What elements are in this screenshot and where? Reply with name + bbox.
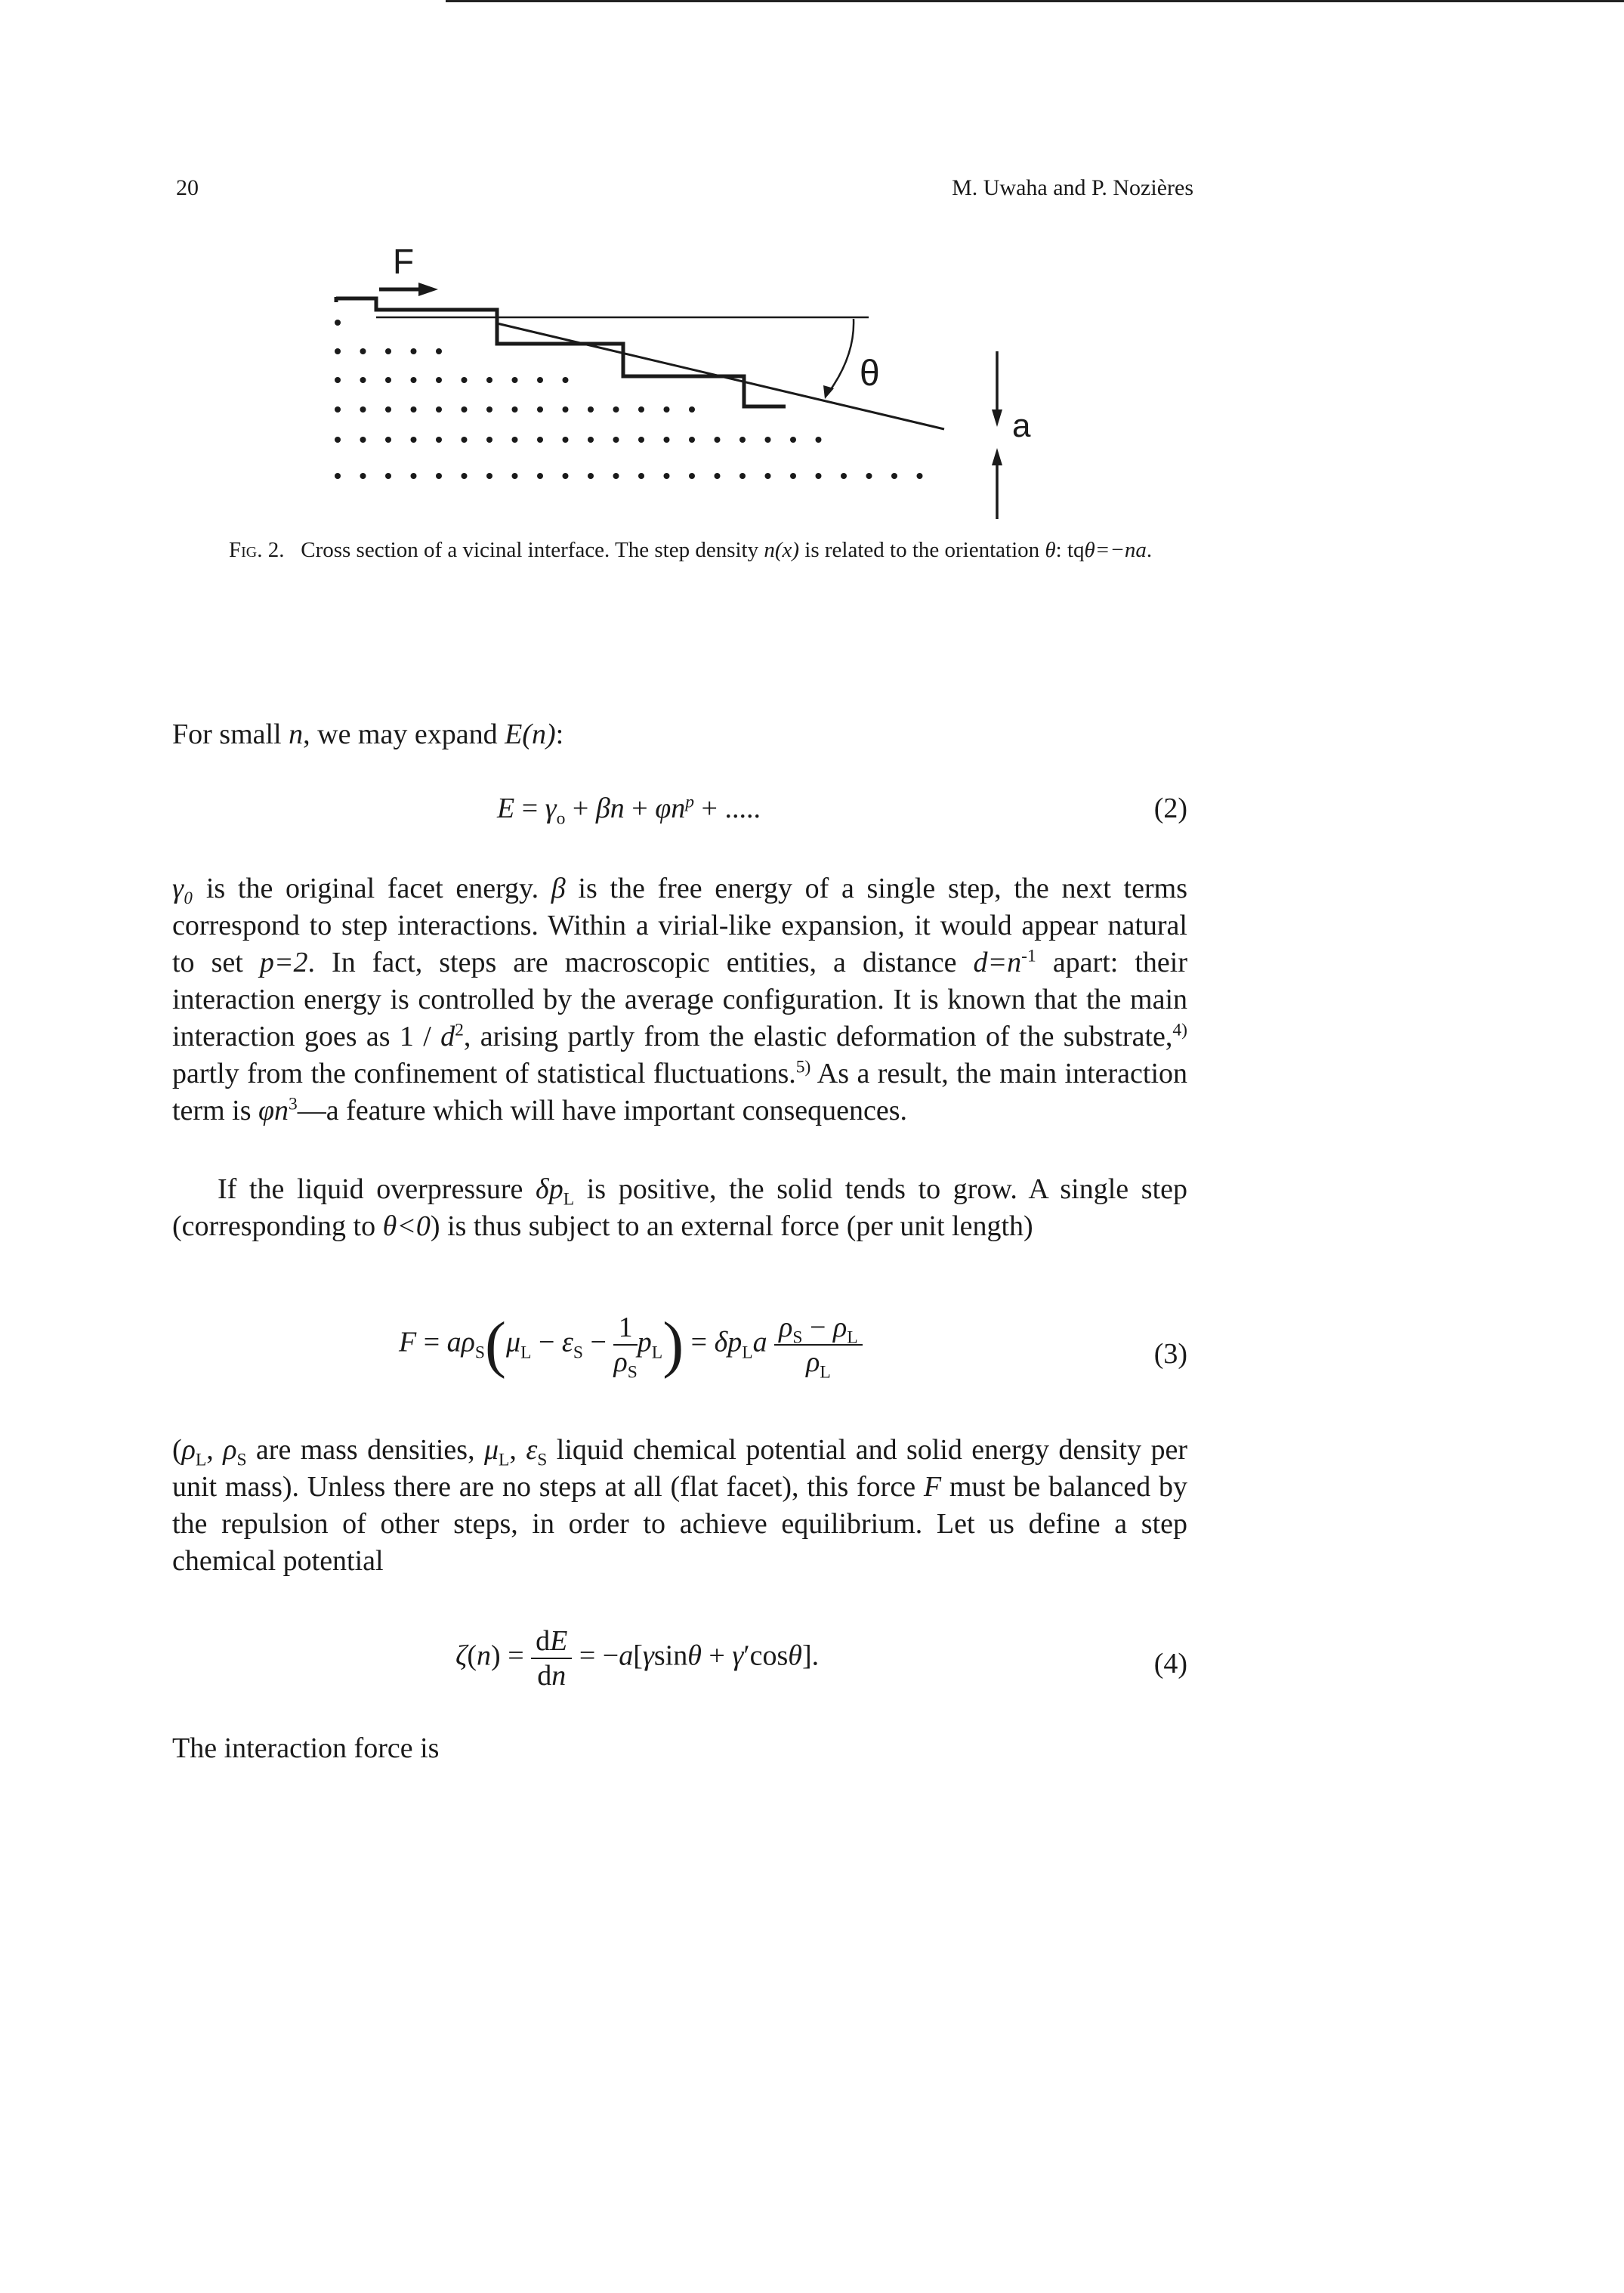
lattice-dot xyxy=(638,473,644,479)
p2-L: L xyxy=(563,1189,575,1210)
lattice-dot xyxy=(335,348,341,354)
lattice-dot xyxy=(588,406,594,413)
lattice-dot xyxy=(385,437,391,443)
p1-ref5: 5) xyxy=(795,1057,811,1077)
p2-dpl: δp xyxy=(536,1173,563,1205)
lattice-dot xyxy=(715,437,721,443)
lattice-dot xyxy=(917,473,923,479)
p2-text-1: If the liquid overpressure xyxy=(218,1173,536,1205)
lattice-dot xyxy=(360,348,366,354)
lattice-dot xyxy=(537,437,543,443)
lattice-dot xyxy=(537,406,543,413)
height-arrowhead-down xyxy=(992,409,1002,427)
paragraph-1 xyxy=(172,870,1187,1130)
lattice-dot xyxy=(891,473,897,479)
caption-theta: θ xyxy=(1045,538,1056,562)
lattice-dot xyxy=(563,437,569,443)
lattice-dot xyxy=(588,437,594,443)
p2-text-2: is positive, the solid tends to grow. A single step (corresponding to xyxy=(172,1173,1187,1242)
lattice-dot xyxy=(335,377,341,383)
p1-gamma0: γ₀ xyxy=(172,873,194,904)
lattice-dot xyxy=(360,377,366,383)
lattice-dot xyxy=(335,473,341,479)
lattice-dot xyxy=(486,406,492,413)
caption-text-1: Cross section of a vicinal interface. The step density xyxy=(301,538,764,562)
lattice-dot xyxy=(715,473,721,479)
caption-nx: n(x) xyxy=(764,538,800,562)
lattice-dot xyxy=(411,406,417,413)
p1-text-6: partly from the confinement of statistical fluctuations. xyxy=(172,1058,796,1089)
p1-d: d=n xyxy=(973,947,1022,978)
p1-ref4: 4) xyxy=(1172,1020,1187,1040)
lattice-dot xyxy=(360,437,366,443)
equation-3-body: $F = a\rho_S(\mu_L - \varepsilon_S$ − $\frac{1}{\rho_S}$ $p_L) = \delta p_La$ $\frac{\rho_S - \rho_L}{\rho_L}$ xyxy=(399,1311,863,1379)
lattice-dot xyxy=(638,437,644,443)
lattice-dot xyxy=(462,473,468,479)
lattice-dot xyxy=(436,348,442,354)
p1-text-7: As a result, the main interaction term is xyxy=(172,1058,1187,1126)
closing-line: The interaction force is xyxy=(172,1732,440,1764)
caption-eq: θ=−na xyxy=(1084,538,1147,562)
lattice-dot xyxy=(411,348,417,354)
lattice-dot xyxy=(512,437,518,443)
p1-text-3: . In fact, steps are macroscopic entities, a distance xyxy=(307,947,974,978)
figure-2-vicinal-interface xyxy=(325,234,1065,521)
p3-muL: L xyxy=(499,1450,510,1470)
intro-text-3: : xyxy=(555,718,564,750)
lattice-dot xyxy=(790,473,796,479)
lattice-dot xyxy=(512,473,518,479)
paragraph-2 xyxy=(172,1171,1187,1245)
lattice-dot xyxy=(436,406,442,413)
p1-d2: d xyxy=(440,1021,455,1052)
lattice-dot xyxy=(486,377,492,383)
lattice-dot xyxy=(335,437,341,443)
lattice-dot xyxy=(360,406,366,413)
intro-text-2: , we may expand xyxy=(303,718,505,750)
p2-theta: θ<0 xyxy=(382,1210,431,1242)
lattice-dot xyxy=(436,377,442,383)
lattice-dot xyxy=(613,473,619,479)
lattice-dot xyxy=(563,406,569,413)
p2-text-3: ) is thus subject to an external force (per unit length) xyxy=(430,1210,1033,1242)
p1-text-4: apart: their interaction energy is controlled by the average configuration. It is known that the main interaction goes as 1 / xyxy=(172,947,1187,1052)
lattice-dot xyxy=(411,437,417,443)
caption-text-3: : tq xyxy=(1055,538,1085,562)
lattice-dot xyxy=(335,406,341,413)
height-arrowhead-up xyxy=(992,448,1002,465)
lattice-dot xyxy=(537,377,543,383)
lattice-dot xyxy=(816,473,822,479)
lattice-dot xyxy=(462,406,468,413)
lattice-dot xyxy=(486,473,492,479)
lattice-dot xyxy=(385,348,391,354)
lattice-dot xyxy=(411,473,417,479)
equation-2-body: $E = \gamma_o + \beta n + \varphi n^p$ + ..... xyxy=(497,792,761,829)
p3-mu: μ xyxy=(483,1434,499,1466)
lattice-dot xyxy=(638,406,644,413)
lattice-dot xyxy=(613,406,619,413)
caption-end: . xyxy=(1146,538,1153,562)
intro-En: E(n) xyxy=(505,718,556,750)
p3-text-6: must be balanced by the repulsion of other steps, in order to achieve equilibrium. Let us define a step chemical potential xyxy=(172,1471,1187,1577)
p3-L: L xyxy=(195,1450,207,1470)
lattice-dot xyxy=(563,473,569,479)
lattice-dot xyxy=(335,320,341,326)
intro-text-1: For small xyxy=(172,718,289,750)
equation-2 xyxy=(172,792,1187,830)
intro-n: n xyxy=(289,718,304,750)
lattice-dot xyxy=(790,437,796,443)
p3-eps: ε xyxy=(526,1434,538,1466)
lattice-dot xyxy=(613,437,619,443)
p3-text-2: , xyxy=(206,1434,224,1466)
lattice-dot xyxy=(739,437,746,443)
lattice-dots xyxy=(335,320,923,479)
p3-S: S xyxy=(236,1450,247,1470)
p1-p2: p=2 xyxy=(259,947,308,978)
lattice-dot xyxy=(512,406,518,413)
p1-sq: 2 xyxy=(455,1020,464,1040)
equation-4-body: ζ(n) = $\frac{dE}{dn}$ = −a[γsinθ + γ′cosθ]. xyxy=(455,1625,820,1692)
p1-phin: φn xyxy=(258,1095,289,1126)
p3-F: F xyxy=(923,1471,942,1503)
p1-text-2: is the free energy of a single step, the next terms correspond to step interactions. Within a virial-like expansion, it would appear natural to set xyxy=(172,873,1187,978)
lattice-dot xyxy=(411,377,417,383)
p1-text-1: is the original facet energy. xyxy=(193,873,551,904)
lattice-dot xyxy=(537,473,543,479)
lattice-dot xyxy=(486,437,492,443)
lattice-dot xyxy=(436,473,442,479)
lattice-dot xyxy=(360,473,366,479)
lattice-dot xyxy=(689,437,695,443)
lattice-dot xyxy=(436,437,442,443)
force-label: F xyxy=(393,242,415,281)
p1-text-8: —a feature which will have important consequences. xyxy=(297,1095,907,1126)
lattice-dot xyxy=(664,406,670,413)
lattice-dot xyxy=(689,473,695,479)
equation-3 xyxy=(172,1311,1187,1394)
p1-cube: 3 xyxy=(289,1094,298,1114)
lattice-dot xyxy=(739,473,746,479)
p1-text-5: , arising partly from the elastic deformation of the substrate, xyxy=(463,1021,1173,1052)
lattice-dot xyxy=(765,473,771,479)
lattice-dot xyxy=(385,406,391,413)
lattice-dot xyxy=(563,377,569,383)
p1-exp: -1 xyxy=(1021,946,1036,966)
lattice-dot xyxy=(664,437,670,443)
height-label: a xyxy=(1012,407,1031,444)
lattice-dot xyxy=(664,473,670,479)
force-arrowhead xyxy=(418,283,438,296)
p3-text-5: liquid chemical potential and solid energy density per unit mass). Unless there are no steps at all (flat facet), this force xyxy=(172,1434,1188,1503)
lattice-dot xyxy=(462,437,468,443)
lattice-dot xyxy=(765,437,771,443)
p3-text-4: , xyxy=(509,1434,526,1466)
equation-2-number: (2) xyxy=(1153,793,1187,824)
lattice-dot xyxy=(462,377,468,383)
lattice-dot xyxy=(866,473,872,479)
p1-beta: β xyxy=(551,873,566,904)
step-profile xyxy=(336,298,786,406)
top-rule xyxy=(446,0,1624,2)
lattice-dot xyxy=(689,406,695,413)
figure-caption xyxy=(229,536,1211,564)
intro-line xyxy=(172,716,1187,753)
paragraph-3 xyxy=(172,1432,1187,1580)
caption-text-2: is related to the orientation xyxy=(799,538,1045,562)
p3-rho: ρ xyxy=(181,1434,196,1466)
lattice-dot xyxy=(841,473,847,479)
equation-3-number: (3) xyxy=(1153,1338,1187,1370)
p3-rhos: ρ xyxy=(223,1434,237,1466)
p3-text-3: are mass densities, xyxy=(246,1434,484,1466)
angle-arc xyxy=(829,319,854,391)
equation-4-number: (4) xyxy=(1153,1648,1187,1680)
angle-label: θ xyxy=(860,354,880,394)
lattice-dot xyxy=(816,437,822,443)
lattice-dot xyxy=(385,473,391,479)
caption-label: Fig. 2. xyxy=(229,538,285,562)
page-number: 20 xyxy=(176,175,199,200)
lattice-dot xyxy=(385,377,391,383)
lattice-dot xyxy=(588,473,594,479)
lattice-dot xyxy=(512,377,518,383)
p3-text-1: ( xyxy=(172,1434,182,1466)
equation-4 xyxy=(172,1624,1187,1707)
p3-epsS: S xyxy=(537,1450,548,1470)
running-head: M. Uwaha and P. Nozières xyxy=(952,175,1193,200)
